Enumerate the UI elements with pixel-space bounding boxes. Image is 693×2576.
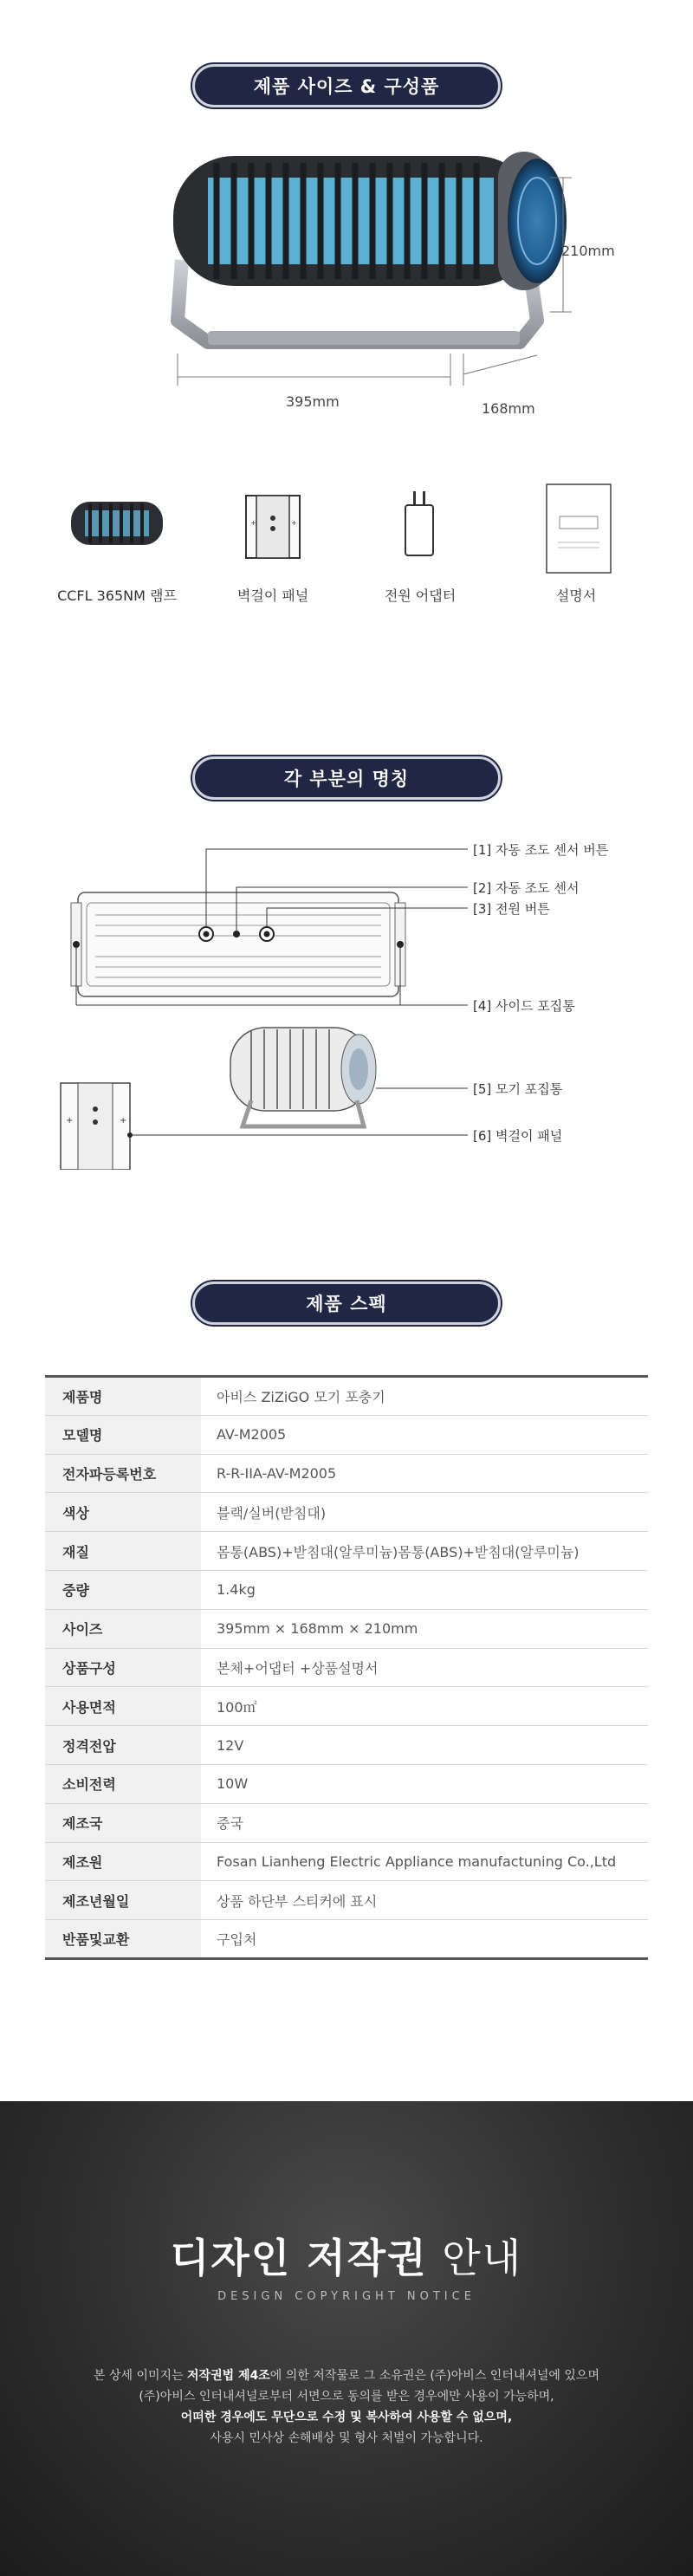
ccfl-lamp-image <box>66 498 168 548</box>
spec-value: 구입처 <box>217 1931 257 1949</box>
spec-key: 반품및교환 <box>45 1920 201 1959</box>
spec-value: 상품 하단부 스티커에 표시 <box>217 1892 378 1910</box>
table-row <box>45 1570 648 1609</box>
spec-key: 소비전력 <box>45 1764 201 1803</box>
spec-value: 중국 <box>217 1815 243 1833</box>
copyright-text <box>0 2365 693 2449</box>
copyright-line-4: 사용시 민사상 손해배상 및 형사 처벌이 가능합니다. <box>210 2431 483 2445</box>
table-row <box>45 1532 648 1571</box>
spec-key: 사용면적 <box>45 1687 201 1726</box>
part-label-3: [3] 전원 버튼 <box>473 901 550 917</box>
table-row <box>45 1454 648 1493</box>
manual-image <box>544 482 613 575</box>
spec-value: R-R-IIA-AV-M2005 <box>217 1464 337 1482</box>
spec-value: AV-M2005 <box>217 1426 287 1444</box>
table-row <box>45 1609 648 1648</box>
spec-key: 정격전압 <box>45 1726 201 1765</box>
table-row <box>45 1803 648 1842</box>
table-row <box>45 1881 648 1920</box>
table-row <box>45 1726 648 1765</box>
spec-key: 사이즈 <box>45 1609 201 1648</box>
copyright-notice <box>0 2101 693 2576</box>
table-row <box>45 1377 648 1416</box>
copyright-line-1: 본 상세 이미지는 저작권법 제4조에 의한 저작물로 그 소유권은 (주)아비스 인터내셔널에 있으며 <box>94 2369 599 2383</box>
section-title-size: 제품 사이즈 & 구성품 <box>192 64 501 107</box>
spec-key: 제품명 <box>45 1377 201 1416</box>
part-label-4: [4] 사이드 포집통 <box>473 998 575 1014</box>
spec-key: 전자파등록번호 <box>45 1454 201 1493</box>
table-row <box>45 1648 648 1687</box>
part-label-1: [1] 자동 조도 센서 버튼 <box>473 842 609 858</box>
spec-value: 12V <box>217 1736 244 1754</box>
spec-value: 블랙/실버(받침대) <box>217 1504 327 1522</box>
part-label-5: [5] 모기 포집통 <box>473 1081 563 1097</box>
svg-text:+: + <box>66 1116 74 1126</box>
table-row <box>45 1764 648 1803</box>
spec-value: 100㎡ <box>217 1698 257 1716</box>
table-row <box>45 1415 648 1454</box>
spec-value: Fosan Lianheng Electric Appliance manufactuning Co.,Ltd <box>217 1853 617 1870</box>
dimension-depth: 168mm <box>482 400 535 417</box>
section-title-parts: 각 부분의 명칭 <box>192 756 501 800</box>
component-label: CCFL 365NM 램프 <box>57 587 177 604</box>
power-adapter-image <box>402 490 437 559</box>
section-title-spec: 제품 스펙 <box>192 1282 501 1325</box>
spec-key: 색상 <box>45 1493 201 1532</box>
spec-value: 395mm × 168mm × 210mm <box>217 1620 418 1638</box>
spec-key: 모델명 <box>45 1415 201 1454</box>
component-label: 설명서 <box>555 587 597 604</box>
copyright-title-light: 안내 <box>442 2235 523 2281</box>
dimension-height: 210mm <box>561 243 615 259</box>
svg-text:+: + <box>120 1116 127 1126</box>
spec-key: 제조원 <box>45 1842 201 1881</box>
copyright-title <box>0 2227 693 2284</box>
parts-diagram <box>0 823 693 1170</box>
product-size-illustration <box>156 130 624 416</box>
spec-key: 제조국 <box>45 1803 201 1842</box>
spec-value: 몸통(ABS)+받침대(알루미늄)몸통(ABS)+받침대(알루미늄) <box>217 1543 580 1561</box>
table-row <box>45 1920 648 1959</box>
part-label-2: [2] 자동 조도 센서 <box>473 880 580 896</box>
table-row <box>45 1493 648 1532</box>
copyright-subtitle: DESIGN COPYRIGHT NOTICE <box>217 2290 476 2303</box>
spec-key: 재질 <box>45 1532 201 1571</box>
spec-table <box>45 1375 648 1960</box>
spec-value: 10W <box>217 1775 249 1793</box>
table-row <box>45 1842 648 1881</box>
spec-value: 1.4kg <box>217 1581 256 1599</box>
spec-value: 아비스 ZiZiGO 모기 포충기 <box>217 1388 385 1405</box>
component-label: 벽걸이 패널 <box>236 587 309 604</box>
copyright-line-2: (주)아비스 인터내셔널로부터 서면으로 동의를 받은 경우에만 사용이 가능하며, <box>139 2390 554 2404</box>
spec-key: 상품구성 <box>45 1648 201 1687</box>
spec-value: 본체+어댑터 +상품설명서 <box>217 1659 379 1677</box>
svg-text:+: + <box>291 519 297 527</box>
dimension-width: 395mm <box>286 393 340 410</box>
spec-key: 제조년월일 <box>45 1881 201 1920</box>
part-label-6: [6] 벽걸이 패널 <box>473 1128 563 1144</box>
component-label: 전원 어댑터 <box>384 587 457 604</box>
wall-panel-image <box>243 492 303 561</box>
table-row <box>45 1687 648 1726</box>
svg-text:+: + <box>250 519 256 527</box>
copyright-line-3: 어떠한 경우에도 무단으로 수정 및 복사하여 사용할 수 없으며, <box>180 2411 513 2424</box>
copyright-title-bold: 디자인 저작권 <box>170 2235 428 2281</box>
spec-key: 중량 <box>45 1570 201 1609</box>
